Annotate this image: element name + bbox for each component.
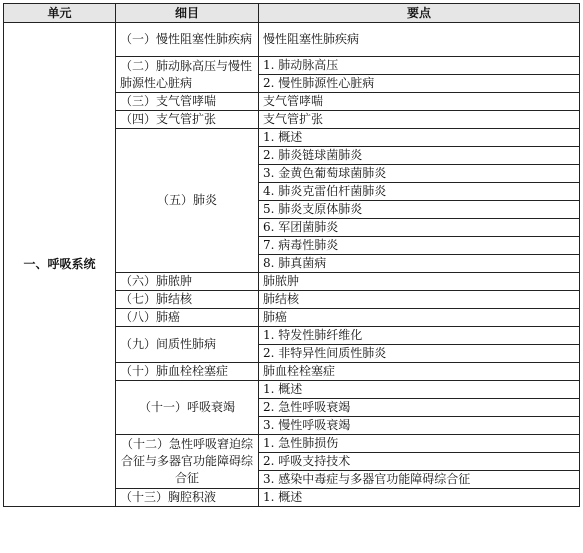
detail-cell: （一）慢性阻塞性肺疾病 xyxy=(116,23,259,57)
point-cell: 5. 肺炎支原体肺炎 xyxy=(259,201,580,219)
table-body xyxy=(4,23,580,507)
point-cell: 支气管哮喘 xyxy=(259,93,580,111)
detail-cell: （九）间质性肺病 xyxy=(116,327,259,363)
point-cell: 3. 慢性呼吸衰竭 xyxy=(259,417,580,435)
syllabus-sheet xyxy=(3,3,579,548)
point-cell: 肺脓肿 xyxy=(259,273,580,291)
point-cell: 1. 急性肺损伤 xyxy=(259,435,580,453)
detail-cell: （四）支气管扩张 xyxy=(116,111,259,129)
point-cell: 3. 金黄色葡萄球菌肺炎 xyxy=(259,165,580,183)
point-cell: 1. 概述 xyxy=(259,381,580,399)
header-unit: 单元 xyxy=(4,4,116,23)
detail-cell: （十二）急性呼吸窘迫综合征与多器官功能障碍综合征 xyxy=(116,435,259,489)
table-row xyxy=(4,23,580,57)
detail-cell: （五）肺炎 xyxy=(116,129,259,273)
detail-cell: （十一）呼吸衰竭 xyxy=(116,381,259,435)
point-cell: 2. 呼吸支持技术 xyxy=(259,453,580,471)
point-cell: 2. 急性呼吸衰竭 xyxy=(259,399,580,417)
point-cell: 1. 概述 xyxy=(259,489,580,507)
point-cell: 1. 肺动脉高压 xyxy=(259,57,580,75)
point-cell: 2. 慢性肺源性心脏病 xyxy=(259,75,580,93)
point-cell: 支气管扩张 xyxy=(259,111,580,129)
point-cell: 肺结核 xyxy=(259,291,580,309)
unit-cell: 一、呼吸系统 xyxy=(4,23,116,507)
point-cell: 8. 肺真菌病 xyxy=(259,255,580,273)
detail-cell: （六）肺脓肿 xyxy=(116,273,259,291)
header-detail: 细目 xyxy=(116,4,259,23)
header-row xyxy=(4,4,580,23)
point-cell: 慢性阻塞性肺疾病 xyxy=(259,23,580,57)
point-cell: 4. 肺炎克雷伯杆菌肺炎 xyxy=(259,183,580,201)
detail-cell: （二）肺动脉高压与慢性肺源性心脏病 xyxy=(116,57,259,93)
detail-cell: （七）肺结核 xyxy=(116,291,259,309)
point-cell: 2. 非特异性间质性肺炎 xyxy=(259,345,580,363)
point-cell: 1. 特发性肺纤维化 xyxy=(259,327,580,345)
header-point: 要点 xyxy=(259,4,580,23)
detail-cell: （十三）胸腔积液 xyxy=(116,489,259,507)
point-cell: 6. 军团菌肺炎 xyxy=(259,219,580,237)
point-cell: 7. 病毒性肺炎 xyxy=(259,237,580,255)
syllabus-table xyxy=(3,3,580,507)
detail-cell: （八）肺癌 xyxy=(116,309,259,327)
detail-cell: （三）支气管哮喘 xyxy=(116,93,259,111)
detail-cell: （十）肺血栓栓塞症 xyxy=(116,363,259,381)
point-cell: 肺癌 xyxy=(259,309,580,327)
point-cell: 肺血栓栓塞症 xyxy=(259,363,580,381)
point-cell: 2. 肺炎链球菌肺炎 xyxy=(259,147,580,165)
point-cell: 3. 感染中毒症与多器官功能障碍综合征 xyxy=(259,471,580,489)
point-cell: 1. 概述 xyxy=(259,129,580,147)
